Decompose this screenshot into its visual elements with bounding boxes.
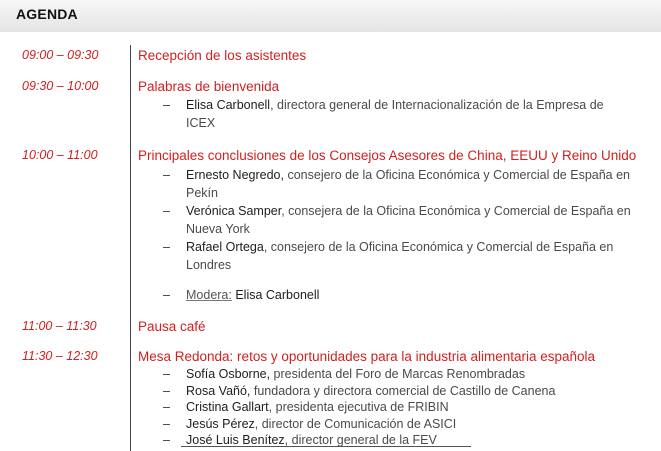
bullet-dash: – — [163, 288, 170, 302]
speaker-name: Elisa Carbonell — [186, 98, 271, 112]
speaker-name: Verónica Samper — [186, 204, 282, 218]
bullet-dash: – — [163, 168, 170, 182]
panelist-role: , presidenta ejecutiva de FRIBIN — [268, 400, 449, 414]
session-title: Recepción de los asistentes — [138, 48, 307, 63]
bullet-dash: – — [163, 204, 170, 218]
panelist-item — [163, 399, 635, 416]
speaker-item — [163, 238, 635, 274]
speaker-item — [163, 96, 635, 132]
timeline-divider — [130, 45, 131, 451]
speaker-item — [163, 202, 635, 238]
panelist-role: , director de Comunicación de ASICI — [254, 416, 457, 431]
time-slot: 09:30 – 10:00 — [22, 79, 99, 93]
panelist-role: , director general de la FEV — [284, 433, 437, 447]
bullet-dash: – — [163, 433, 170, 447]
moderator-name: Elisa Carbonell — [235, 288, 320, 302]
speaker-name: Ernesto Negredo, — [186, 168, 284, 182]
panelist-name: Rosa Vañó, — [186, 383, 251, 398]
speaker-name: Rafael Ortega — [186, 240, 264, 254]
time-slot: 09:00 – 09:30 — [22, 48, 99, 62]
panelist-role: presidenta del Foro de Marcas Renombradas — [270, 367, 526, 381]
panelist-item — [163, 383, 635, 400]
bottom-underline-rule — [181, 446, 471, 447]
speaker-role: , consejera de la Oficina Económica y Comercial de España en Nueva York — [186, 204, 631, 236]
panelist-name: Jesús Pérez — [186, 416, 255, 431]
bullet-dash: – — [163, 383, 170, 398]
bullet-dash: – — [163, 240, 170, 254]
speaker-role: , consejero de la Oficina Económica y Comercial de España en Londres — [186, 240, 614, 272]
panelist-role: fundadora y directora comercial de Castillo de Canena — [250, 383, 556, 398]
bullet-dash: – — [163, 367, 170, 381]
time-slot: 11:00 – 11:30 — [22, 319, 97, 333]
agenda-header-bar — [0, 0, 661, 32]
moderator-label: Modera: — [186, 288, 232, 302]
panelist-name: Sofía Osborne, — [186, 367, 271, 381]
panelist-name: Cristina Gallart — [186, 400, 269, 414]
panelist-item — [163, 366, 635, 383]
bullet-dash: – — [163, 98, 170, 112]
time-slot: 10:00 – 11:00 — [22, 148, 98, 162]
agenda-title: AGENDA — [16, 6, 78, 22]
bullet-dash: – — [163, 400, 170, 414]
session-title: Mesa Redonda: retos y oportunidades para la industria alimentaria española — [138, 349, 596, 364]
session-title: Principales conclusiones de los Consejos Asesores de China, EEUU y Reino Unido — [138, 148, 637, 163]
speaker-role: consejero de la Oficina Económica y Comercial de España en Pekín — [186, 168, 630, 200]
panelist-name: José Luis Benítez — [186, 433, 285, 447]
bullet-dash: – — [163, 416, 170, 431]
time-slot: 11:30 – 12:30 — [22, 349, 98, 363]
speaker-item — [163, 166, 635, 202]
session-title: Palabras de bienvenida — [138, 79, 280, 94]
panelist-item — [163, 416, 635, 433]
moderator-item — [163, 286, 635, 304]
speaker-role: , directora general de Internacionalización de la Empresa de ICEX — [186, 98, 604, 130]
session-title: Pausa café — [138, 319, 206, 334]
